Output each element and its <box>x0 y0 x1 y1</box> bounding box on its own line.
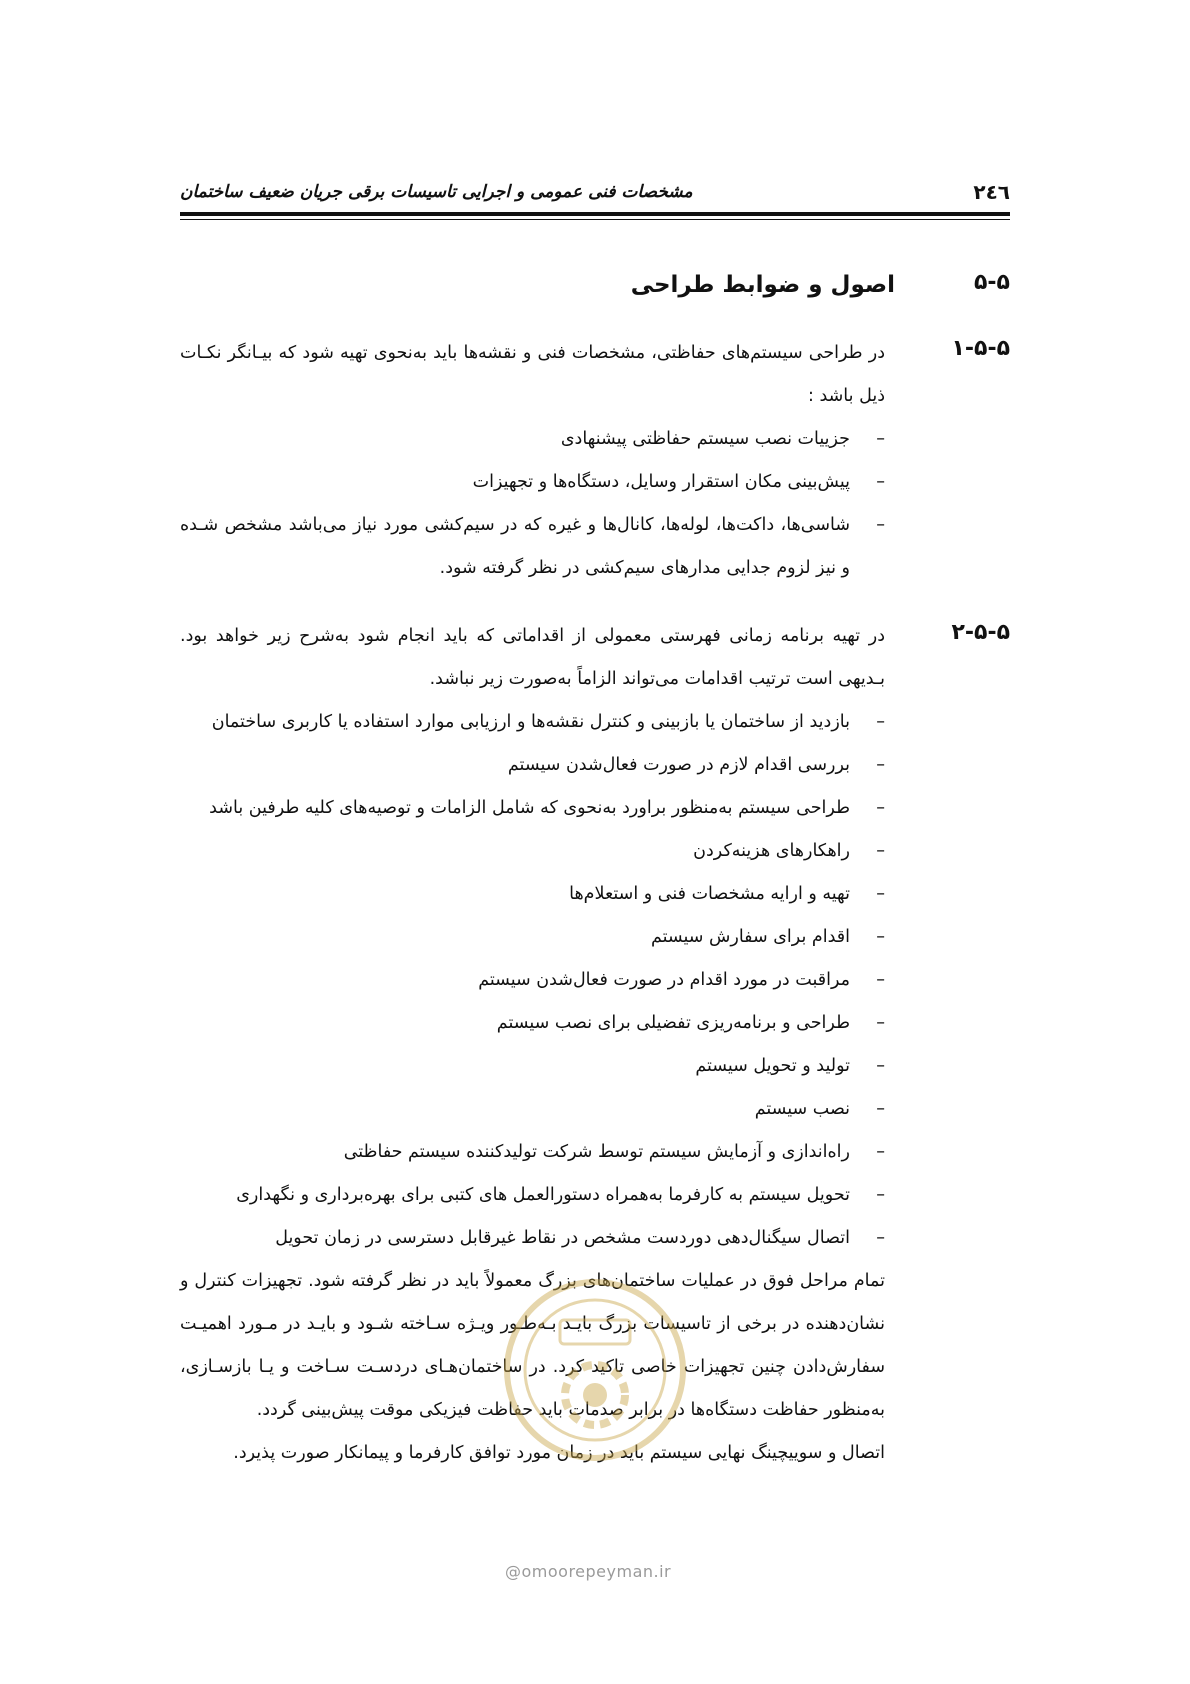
list-item <box>180 418 885 461</box>
dash-icon: – <box>876 429 885 449</box>
list-item <box>180 1217 885 1260</box>
list-item <box>180 504 885 590</box>
subsection-2-intro: در تهیه برنامه زمانی فهرستی معمولی از اقداماتی که باید انجام شود به‌شرح زیر خواهد بود. بـدیهی است ترتیب اقدامات می‌تواند الزاماً به‌صورت زیر نباشد. <box>180 626 885 689</box>
dash-icon: – <box>876 884 885 904</box>
dash-icon: – <box>876 755 885 775</box>
dash-icon: – <box>876 841 885 861</box>
list-item-text: راهکارهای هزینه‌کردن <box>693 841 850 861</box>
list-item-text: اتصال سیگنال‌دهی دوردست مشخص در نقاط غیرقابل دسترسی در زمان تحویل <box>275 1228 850 1248</box>
dash-icon: – <box>876 927 885 947</box>
dash-icon: – <box>876 515 885 535</box>
final-paragraph: اتصال و سوییچینگ نهایی سیستم باید در زمان مورد توافق کارفرما و پیمانکار صورت پذیرد. <box>233 1443 885 1463</box>
list-item <box>180 744 885 787</box>
header-rule-thin <box>180 219 1010 220</box>
list-item-text: پیش‌بینی مکان استقرار وسایل، دستگاه‌ها و تجهیزات <box>472 472 850 492</box>
dash-icon: – <box>876 1185 885 1205</box>
list-item <box>180 1002 885 1045</box>
closing-paragraph: تمام مراحل فوق در عملیات ساختمان‌های بزرگ معمولاً باید در نظر گرفته شود. تجهیزات کنترل و نشان‌دهنده در برخی از تاسیسات بزرگ بایـد بـه‌طـور ویـژه سـاخته شـود و بایـد در مـورد اهمیـت سفارش‌دادن چنین تجهیزات خاصی تاکید کرد. در ساختمان‌هـای دردسـت سـاخت و یـا بازسـازی، به‌منظور حفاظت دستگاه‌ها در برابر صدمات باید حفاظت فیزیکی موقت پیش‌بینی گردد. <box>180 1271 885 1420</box>
page-header <box>180 178 1010 208</box>
list-item-text: طراحی سیستم به‌منظور براورد به‌نحوی که شامل الزامات و توصیه‌های کلیه طرفین باشد <box>209 798 850 818</box>
section-title: اصول و ضوابط طراحی <box>630 272 895 298</box>
list-item-text: جزییات نصب سیستم حفاظتی پیشنهادی <box>560 429 850 449</box>
dash-icon: – <box>876 1013 885 1033</box>
list-item-text: طراحی و برنامه‌ریزی تفضیلی برای نصب سیستم <box>496 1013 850 1033</box>
dash-icon: – <box>876 472 885 492</box>
header-rule-thick <box>180 212 1010 216</box>
list-item-text: مراقبت در مورد اقدام در صورت فعال‌شدن سیستم <box>478 970 850 990</box>
dash-icon: – <box>876 1056 885 1076</box>
subsection-number-1: ۱-۵-۵ <box>951 336 1010 361</box>
subsection-1-intro: در طراحی سیستم‌های حفاظتی، مشخصات فنی و نقشه‌ها باید به‌نحوی تهیه شود که بیـانگر نکـات ذیل باشد : <box>180 343 885 406</box>
dash-icon: – <box>876 970 885 990</box>
dash-icon: – <box>876 1099 885 1119</box>
watermark-site: @omoorepeyman.ir <box>505 1562 672 1581</box>
list-item-text: شاسی‌ها، داکت‌ها، لوله‌ها، کانال‌ها و غیره که در سیم‌کشی مورد نیاز می‌باشد مشخص شـده و نیز لزوم جدایی مدارهای سیم‌کشی در نظر گرفته شود. <box>180 515 850 578</box>
list-item-text: بررسی اقدام لازم در صورت فعال‌شدن سیستم <box>507 755 850 775</box>
list-item <box>180 1131 885 1174</box>
watermark-logo <box>500 1275 690 1465</box>
dash-icon: – <box>876 1142 885 1162</box>
page-number: ۲٤٦ <box>973 180 1010 204</box>
subsection-number-2: ۲-۵-۵ <box>951 620 1010 645</box>
subsection-2-list <box>180 701 885 1260</box>
list-item-text: تهیه و ارایه مشخصات فنی و استعلام‌ها <box>569 884 850 904</box>
list-item-text: نصب سیستم <box>754 1099 850 1119</box>
list-item <box>180 830 885 873</box>
list-item <box>180 1088 885 1131</box>
list-item <box>180 959 885 1002</box>
list-item-text: تولید و تحویل سیستم <box>695 1056 850 1076</box>
list-item <box>180 701 885 744</box>
section-number: ۵-۵ <box>974 270 1010 295</box>
list-item <box>180 916 885 959</box>
list-item <box>180 461 885 504</box>
subsection-1-list <box>180 418 885 590</box>
list-item <box>180 1045 885 1088</box>
dash-icon: – <box>876 712 885 732</box>
dash-icon: – <box>876 798 885 818</box>
list-item <box>180 1174 885 1217</box>
list-item-text: اقدام برای سفارش سیستم <box>650 927 850 947</box>
list-item <box>180 787 885 830</box>
list-item <box>180 873 885 916</box>
list-item-text: بازدید از ساختمان یا بازبینی و کنترل نقشه‌ها و ارزیابی موارد استفاده یا کاربری ساختمان <box>211 712 850 732</box>
running-title: مشخصات فنی عمومی و اجرایی تاسیسات برقی جریان ضعیف ساختمان <box>180 182 693 202</box>
list-item-text: تحویل سیستم به کارفرما به‌همراه دستورالعمل های کتبی برای بهره‌برداری و نگهداری <box>236 1185 850 1205</box>
dash-icon: – <box>876 1228 885 1248</box>
list-item-text: راه‌اندازی و آزمایش سیستم توسط شرکت تولیدکننده سیستم حفاظتی <box>343 1142 850 1162</box>
